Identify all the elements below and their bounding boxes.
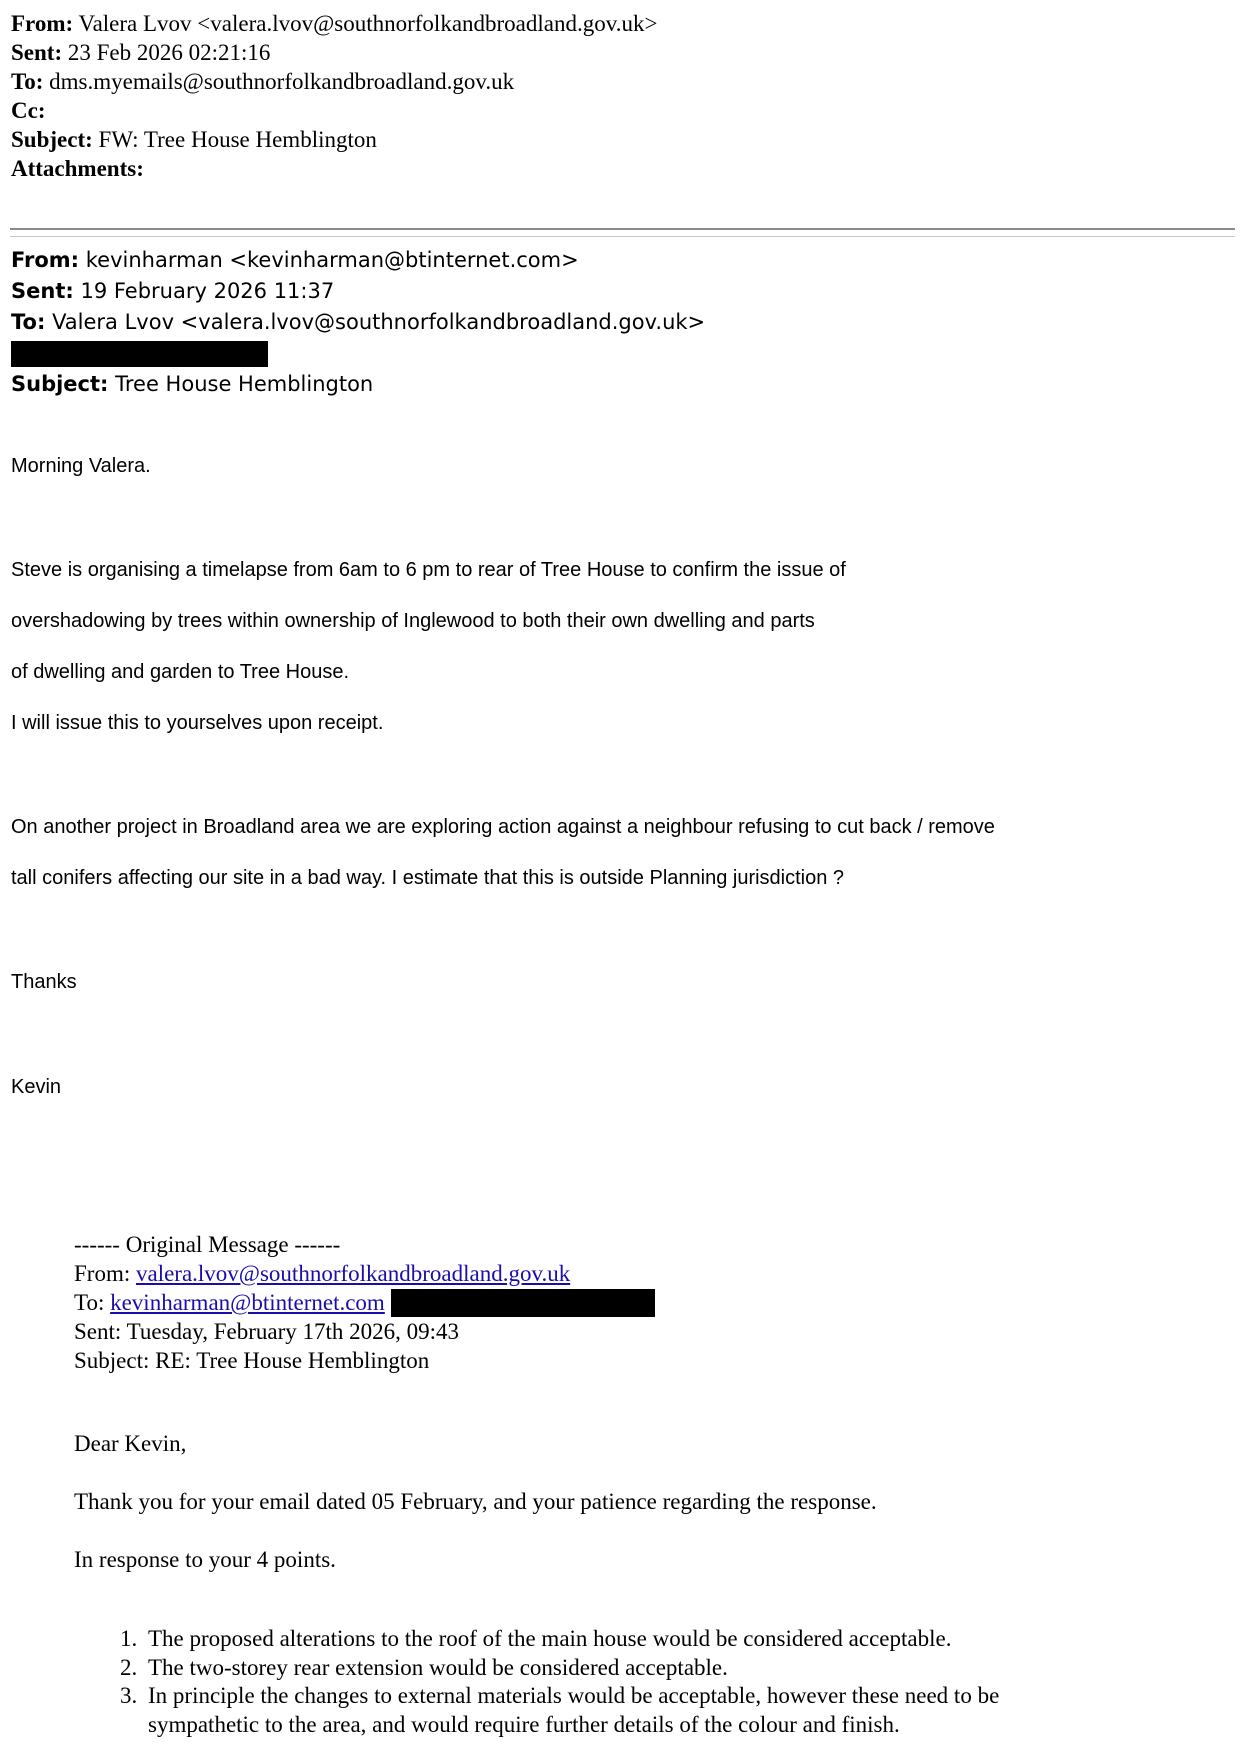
- fwd-sent-label: Sent:: [11, 279, 74, 303]
- kevin-para1-line2: overshadowing by trees within ownership of Inglewood to both their own dwelling and parts: [11, 610, 815, 632]
- outer-to-row: [11, 67, 657, 96]
- kevin-para2-line2: tall conifers affecting our site in a bad way. I estimate that this is outside Planning jurisdiction ?: [11, 867, 845, 889]
- list-item: [106, 1682, 999, 1739]
- fwd-sent-row: [11, 276, 705, 307]
- kevin-greeting: Morning Valera.: [11, 455, 151, 477]
- forwarded-email-header: [11, 245, 705, 400]
- outer-from-row: [11, 9, 657, 38]
- outer-sent-value: 23 Feb 2026 02:21:16: [67, 40, 271, 65]
- fwd-from-label: From:: [11, 248, 80, 272]
- kevin-para1-line3: of dwelling and garden to Tree House.: [11, 661, 349, 683]
- outer-sent-row: [11, 38, 657, 67]
- kevin-para2-line1: On another project in Broadland area we are exploring action against a neighbour refusing to cut back / remove: [11, 816, 995, 838]
- fwd-subject-label: Subject:: [11, 372, 109, 396]
- header-divider: [10, 228, 1235, 230]
- fwd-to-value: Valera Lvov <valera.lvov@southnorfolkandbroadland.gov.uk>: [52, 310, 706, 334]
- response-points-list: [106, 1625, 999, 1739]
- list-item: [106, 1625, 999, 1654]
- original-sent-line: Sent: Tuesday, February 17th 2026, 09:43: [74, 1319, 460, 1344]
- fwd-to-row: [11, 307, 705, 338]
- outer-subject-row: [11, 125, 657, 154]
- outer-attachments-label: Attachments:: [11, 156, 144, 181]
- fwd-from-value: kevinharman <kevinharman@btinternet.com>: [85, 248, 579, 272]
- original-message-divider: ------ Original Message ------: [74, 1232, 341, 1257]
- outer-cc-label: Cc:: [11, 98, 46, 123]
- fwd-subject-row: [11, 369, 705, 400]
- list-item: [106, 1654, 999, 1683]
- fwd-redacted-row: [11, 338, 705, 369]
- list-item-number: 2.: [120, 1654, 138, 1680]
- outer-email-header: [11, 9, 657, 183]
- outer-subject-value: FW: Tree House Hemblington: [98, 127, 377, 152]
- original-to-row: [74, 1289, 655, 1317]
- original-para2: In response to your 4 points.: [74, 1547, 336, 1572]
- original-from-link[interactable]: valera.lvov@southnorfolkandbroadland.gov.uk: [135, 1261, 571, 1286]
- kevin-thanks: Thanks: [11, 971, 77, 993]
- outer-to-value: dms.myemails@southnorfolkandbroadland.gov.uk: [49, 69, 515, 94]
- list-item-text-line2: sympathetic to the area, and would require further details of the colour and finish.: [148, 1711, 900, 1737]
- outer-from-value: Valera Lvov <valera.lvov@southnorfolkandbroadland.gov.uk>: [78, 11, 658, 36]
- list-item-number: 1.: [120, 1626, 138, 1651]
- fwd-to-label: To:: [11, 310, 46, 334]
- list-item-number: 3.: [120, 1683, 138, 1708]
- list-item-text-line1: In principle the changes to external materials would be acceptable, however these need to be: [148, 1683, 1000, 1708]
- original-para1: Thank you for your email dated 05 February, and your patience regarding the response.: [74, 1489, 877, 1514]
- outer-cc-row: [11, 96, 657, 125]
- outer-to-label: To:: [11, 69, 44, 94]
- original-subject-line: Subject: RE: Tree House Hemblington: [74, 1348, 430, 1373]
- outer-from-label: From:: [11, 11, 74, 36]
- outer-sent-label: Sent:: [11, 40, 63, 65]
- header-divider-thin: [10, 236, 1235, 237]
- fwd-subject-value: Tree House Hemblington: [115, 372, 374, 396]
- redaction-bar: [391, 1289, 655, 1317]
- original-to-label: To:: [74, 1290, 105, 1315]
- original-to-link[interactable]: kevinharman@btinternet.com: [110, 1290, 385, 1315]
- list-item-text: The proposed alterations to the roof of the main house would be considered acceptable.: [148, 1626, 952, 1651]
- outer-subject-label: Subject:: [11, 127, 93, 152]
- list-item-text: The two-storey rear extension would be considered acceptable.: [148, 1654, 728, 1680]
- outer-attachments-row: [11, 154, 657, 183]
- original-from-label: From:: [74, 1261, 131, 1286]
- fwd-sent-value: 19 February 2026 11:37: [80, 279, 335, 303]
- original-from-row: [74, 1260, 570, 1288]
- kevin-para1-line1: Steve is organising a timelapse from 6am to 6 pm to rear of Tree House to confirm the issue of: [11, 559, 846, 581]
- fwd-from-row: [11, 245, 705, 276]
- original-greeting: Dear Kevin,: [74, 1431, 187, 1456]
- kevin-para1-line4: I will issue this to yourselves upon receipt.: [11, 712, 384, 734]
- kevin-signoff: Kevin: [11, 1076, 62, 1098]
- redaction-bar: [11, 341, 268, 367]
